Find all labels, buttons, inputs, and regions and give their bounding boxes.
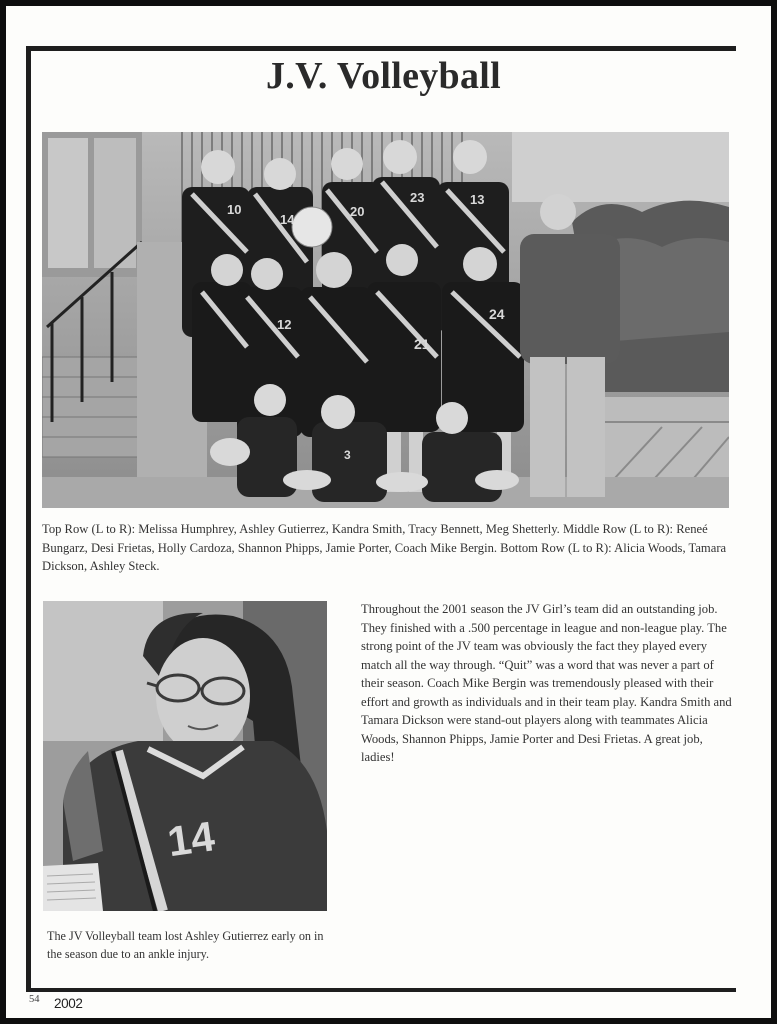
article-text: Throughout the 2001 season the JV Girl’s team did an outstanding job. They finished with a .500 percentage in league and non-league play. The strong point of the JV team was obviously the fact they played every match all the way through. “Quit” was a word that was never a part of their season. Coach Mike Bergin was tremendously pleased with their effort and growth as individuals and in their team play. Kandra Smith and Tamara Dickson were stand-out players along with teammates Alicia Woods, Shannon Phipps, Jamie Porter and Desi Frietas. A great job, ladies! (361, 602, 732, 764)
jersey-number: 13 (470, 192, 485, 207)
jersey-number: 12 (277, 317, 292, 332)
jersey-number: 3 (344, 448, 351, 462)
portrait-image (43, 601, 327, 911)
jersey-number: 24 (489, 306, 505, 322)
portrait-photo (43, 601, 327, 911)
team-photo-image (42, 132, 729, 508)
jersey-number: 14 (280, 212, 295, 227)
jersey-number: 21 (414, 336, 430, 352)
yearbook-year: 2002 (54, 996, 83, 1011)
page-number: 54 (29, 994, 40, 1005)
jersey-number: 23 (410, 190, 425, 205)
portrait-caption: The JV Volleyball team lost Ashley Gutierrez early on in the season due to an ankle injury. (47, 929, 324, 961)
team-photo-caption: Top Row (L to R): Melissa Humphrey, Ashley Gutierrez, Kandra Smith, Tracy Bennett, Meg Shetterly. Middle Row (L to R): Reneé Bungarz, Desi Frietas, Holly Cardoza, Shannon Phipps, Jamie Porter, Coach Mike Bergin. Bottom Row (L to R): Alicia Woods, Tamara Dickson, Ashley Steck. (42, 522, 727, 573)
team-photo (42, 132, 729, 508)
jersey-number: 20 (350, 204, 365, 219)
portrait-jersey-number: 14 (164, 812, 218, 866)
jersey-number: 10 (227, 202, 242, 217)
page-title: J.V. Volleyball (265, 55, 502, 97)
